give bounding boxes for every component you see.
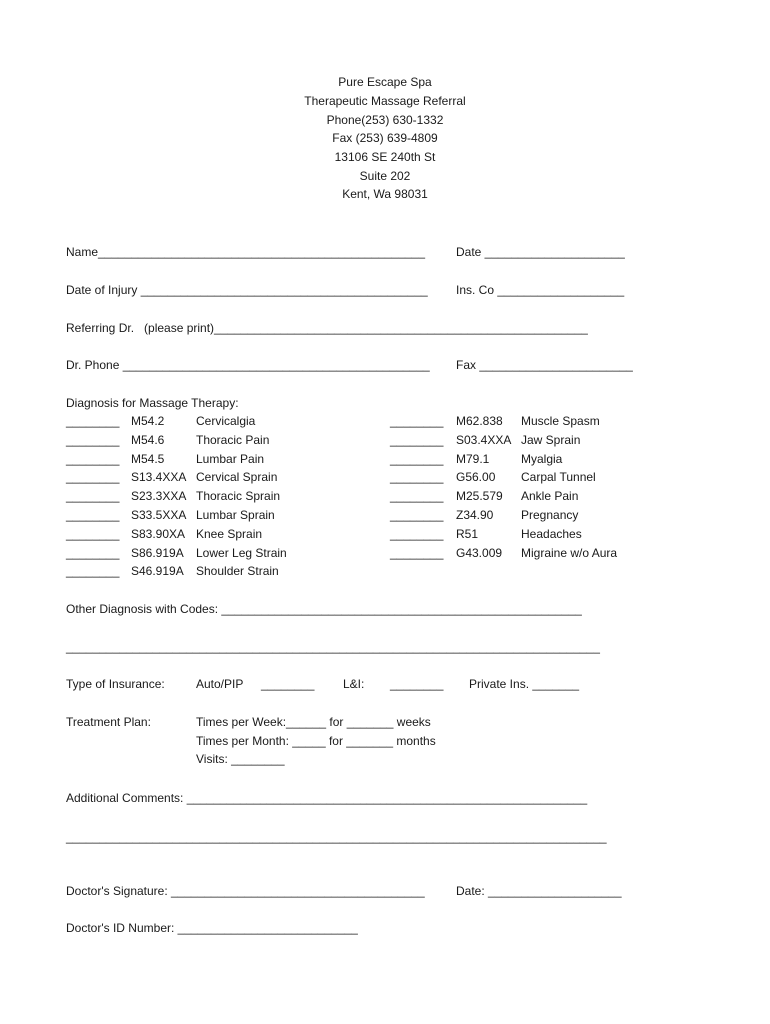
diagnosis-code: S86.919A — [131, 545, 184, 560]
diagnosis-blank[interactable]: ________ — [66, 526, 120, 541]
diagnosis-name: Muscle Spasm — [521, 414, 600, 428]
other-diagnosis-line[interactable]: ________________________________________________________________________________ — [66, 640, 600, 654]
signature-date-field[interactable]: Date: ____________________ — [456, 884, 622, 898]
diagnosis-blank[interactable]: ________ — [390, 526, 444, 541]
diagnosis-name: Migraine w/o Aura — [521, 545, 618, 560]
diagnosis-name: Thoracic Sprain — [196, 489, 281, 504]
diagnosis-name: Thoracic Pain — [196, 432, 270, 447]
diagnosis-name: Carpal Tunnel — [521, 470, 596, 485]
diagnosis-code: M54.2 — [131, 414, 165, 428]
referring-doctor-field[interactable]: Referring Dr. (please print)________________________________________________________ — [66, 321, 588, 335]
diagnosis-code: S83.90XA — [131, 526, 186, 541]
diagnosis-name: Lumbar Pain — [196, 451, 265, 466]
visits-field[interactable]: Visits: ________ — [196, 752, 285, 766]
other-diagnosis-field[interactable]: Other Diagnosis with Codes: ______________________________________________________ — [66, 602, 582, 616]
diagnosis-name: Headaches — [521, 526, 582, 541]
diagnosis-blank[interactable]: ________ — [390, 451, 444, 466]
treatment-plan-label: Treatment Plan: — [66, 715, 151, 729]
diagnosis-heading: Diagnosis for Massage Therapy: — [66, 396, 239, 410]
diagnosis-code: M79.1 — [456, 451, 490, 466]
diagnosis-code: M54.6 — [131, 432, 165, 447]
diagnosis-name: Cervicalgia — [196, 414, 256, 428]
diagnosis-code: S46.919A — [131, 564, 184, 579]
diagnosis-blank[interactable]: ________ — [390, 508, 444, 522]
diagnosis-code: G43.009 — [456, 545, 503, 560]
diagnosis-blank[interactable]: ________ — [66, 564, 120, 579]
additional-comments-line[interactable]: _________________________________________________________________________________ — [66, 830, 607, 844]
private-insurance-field[interactable]: Private Ins. _______ — [469, 677, 580, 691]
diagnosis-name: Lumbar Sprain — [196, 508, 275, 522]
auto-pip-label: Auto/PIP — [196, 677, 244, 691]
diagnosis-code: G56.00 — [456, 470, 496, 485]
fax-field[interactable]: Fax _______________________ — [456, 358, 633, 372]
diagnosis-name: Ankle Pain — [521, 489, 579, 504]
additional-comments-field[interactable]: Additional Comments: ____________________________________________________________ — [66, 791, 588, 805]
diagnosis-blank[interactable]: ________ — [66, 545, 120, 560]
address-city: Kent, Wa 98031 — [342, 187, 428, 201]
diagnosis-blank[interactable]: ________ — [66, 432, 120, 447]
diagnosis-blank[interactable]: ________ — [66, 508, 120, 522]
diagnosis-code: S33.5XXA — [131, 508, 187, 522]
insurance-company-field[interactable]: Ins. Co ___________________ — [456, 283, 625, 297]
times-per-week-field[interactable]: Times per Week:______ for _______ weeks — [196, 715, 431, 729]
times-per-month-field[interactable]: Times per Month: _____ for _______ months — [196, 734, 436, 748]
diagnosis-code: S23.3XXA — [131, 489, 187, 504]
address-suite: Suite 202 — [359, 169, 411, 183]
diagnosis-name: Myalgia — [521, 451, 563, 466]
diagnosis-code: M62.838 — [456, 414, 503, 428]
fax-number: Fax (253) 639-4809 — [332, 131, 438, 145]
form-title: Therapeutic Massage Referral — [304, 94, 466, 108]
diagnosis-blank[interactable]: ________ — [390, 545, 444, 560]
diagnosis-blank[interactable]: ________ — [66, 414, 120, 428]
diagnosis-name: Cervical Sprain — [196, 470, 278, 485]
diagnosis-blank[interactable]: ________ — [390, 470, 444, 485]
diagnosis-code: S03.4XXA — [456, 432, 512, 447]
diagnosis-name: Pregnancy — [521, 508, 579, 522]
diagnosis-code: M25.579 — [456, 489, 503, 504]
name-field[interactable]: Name_________________________________________________ — [66, 245, 426, 259]
diagnosis-blank[interactable]: ________ — [66, 489, 120, 504]
li-blank[interactable]: ________ — [390, 677, 444, 691]
phone-number: Phone(253) 630-1332 — [326, 113, 444, 127]
doctor-phone-field[interactable]: Dr. Phone ______________________________________________ — [66, 358, 430, 372]
date-field[interactable]: Date _____________________ — [456, 245, 625, 259]
diagnosis-name: Shoulder Strain — [196, 564, 279, 579]
diagnosis-name: Knee Sprain — [196, 526, 263, 541]
diagnosis-code: M54.5 — [131, 451, 165, 466]
business-name: Pure Escape Spa — [338, 75, 432, 89]
diagnosis-blank[interactable]: ________ — [390, 489, 444, 504]
doctor-id-field[interactable]: Doctor's ID Number: ___________________________ — [66, 921, 358, 935]
diagnosis-name: Jaw Sprain — [521, 432, 581, 447]
diagnosis-blank[interactable]: ________ — [390, 414, 444, 428]
diagnosis-code: R51 — [456, 526, 479, 541]
li-label: L&I: — [343, 677, 365, 691]
diagnosis-name: Lower Leg Strain — [196, 545, 287, 560]
date-of-injury-field[interactable]: Date of Injury ___________________________________________ — [66, 283, 428, 297]
auto-pip-blank[interactable]: ________ — [261, 677, 315, 691]
doctor-signature-field[interactable]: Doctor's Signature: ______________________________________ — [66, 884, 425, 898]
diagnosis-code: Z34.90 — [456, 508, 494, 522]
diagnosis-blank[interactable]: ________ — [66, 451, 120, 466]
diagnosis-code: S13.4XXA — [131, 470, 187, 485]
insurance-type-label: Type of Insurance: — [66, 677, 165, 691]
diagnosis-blank[interactable]: ________ — [66, 470, 120, 485]
diagnosis-blank[interactable]: ________ — [390, 432, 444, 447]
address-street: 13106 SE 240th St — [334, 150, 436, 164]
